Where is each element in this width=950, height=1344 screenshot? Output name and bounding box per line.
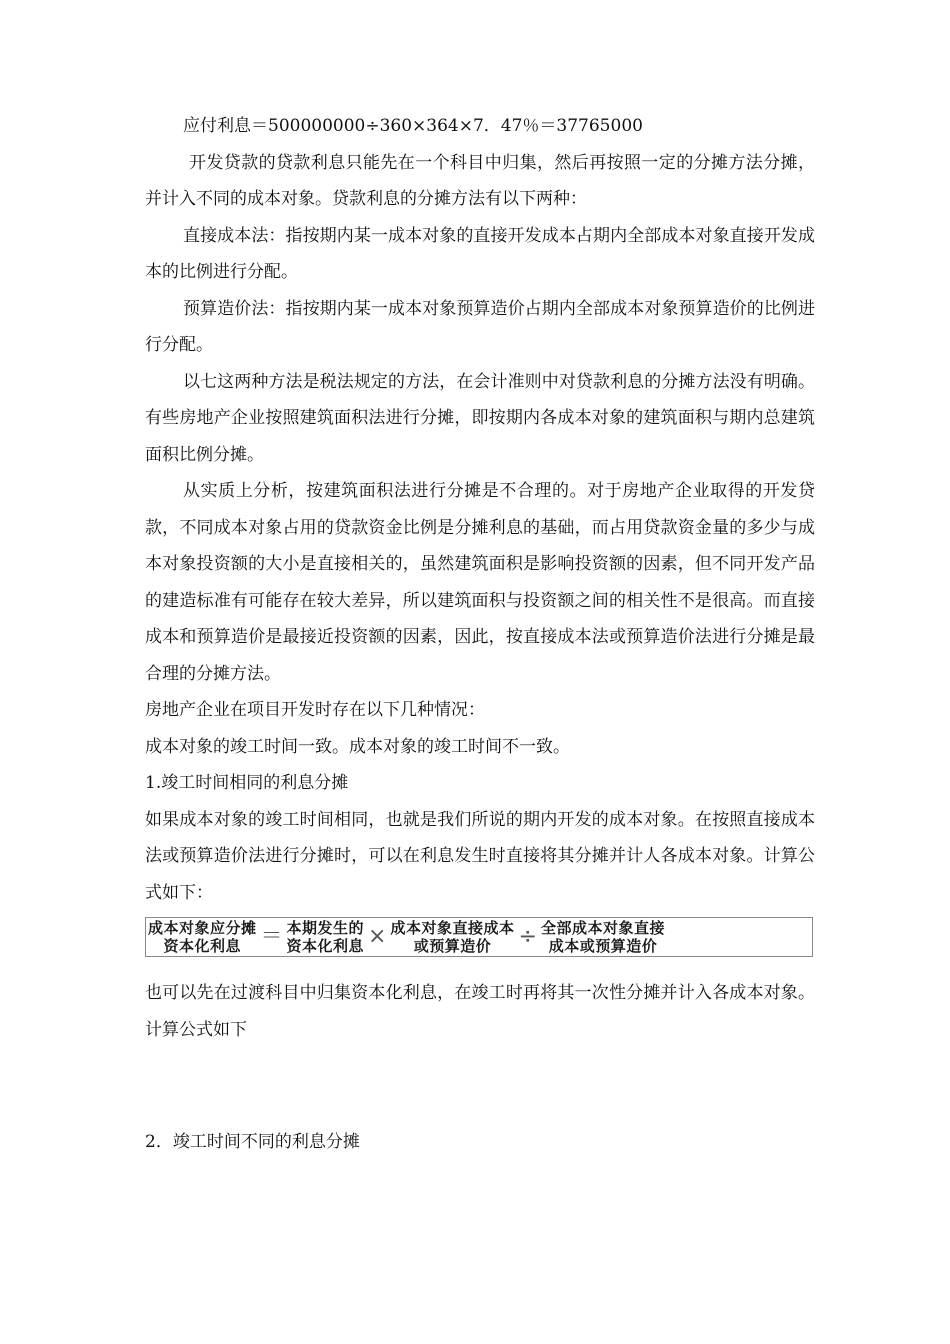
formula-equals: ＝ bbox=[260, 924, 283, 949]
paragraph-budget-cost-method: 预算造价法：指按期内某一成本对象预算造价占期内全部成本对象预算造价的比例进行分配。 bbox=[145, 298, 815, 355]
formula-lhs bbox=[148, 919, 257, 955]
paragraphs-top bbox=[145, 108, 815, 911]
formula-term-2 bbox=[390, 919, 514, 955]
formula-lhs-bottom: 资本化利息 bbox=[163, 937, 242, 955]
section-heading-1: 1.竣工时间相同的利息分摊 bbox=[145, 773, 349, 793]
formula-term-3-bottom: 成本或预算造价 bbox=[548, 937, 658, 955]
spacer bbox=[145, 957, 815, 975]
formula-term-2-top: 成本对象直接成本 bbox=[390, 919, 515, 937]
document-page bbox=[145, 108, 815, 1161]
formula-term-3 bbox=[541, 919, 665, 955]
allocation-formula bbox=[145, 917, 813, 957]
paragraph-interest-calc: 应付利息＝500000000÷360×364×7．47％＝37765000 bbox=[183, 116, 643, 136]
paragraph-allocation-intro: 开发贷款的贷款利息只能先在一个科目中归集，然后再按照一定的分摊方法分摊，并计入不同的成本对象。贷款利息的分摊方法有以下两种： bbox=[145, 152, 815, 209]
paragraph-transition-desc: 也可以先在过渡科目中归集资本化利息，在竣工时再将其一次性分摊并计入各成本对象。计算公式如下 bbox=[145, 983, 815, 1040]
paragraph-same-time-desc: 如果成本对象的竣工时间相同，也就是我们所说的期内开发的成本对象。在按照直接成本法或预算造价法进行分摊时，可以在利息发生时直接将其分摊并计人各成本对象。计算公式如下： bbox=[145, 809, 815, 903]
formula-times: × bbox=[368, 924, 387, 949]
formula-divide: ÷ bbox=[518, 924, 537, 949]
paragraph-situations-intro: 房地产企业在项目开发时存在以下几种情况： bbox=[145, 700, 485, 720]
formula-term-2-bottom: 或预算造价 bbox=[413, 937, 492, 955]
formula-term-3-top: 全部成本对象直接 bbox=[540, 919, 665, 937]
formula-term-1 bbox=[287, 919, 365, 955]
paragraph-direct-cost-method: 直接成本法：指按期内某一成本对象的直接开发成本占期内全部成本对象直接开发成本的比例进行分配。 bbox=[145, 225, 815, 282]
formula-term-1-top: 本期发生的 bbox=[286, 919, 365, 937]
spacer-large bbox=[145, 1048, 815, 1124]
section-heading-2: 2．竣工时间不同的利息分摊 bbox=[145, 1132, 360, 1152]
formula-lhs-top: 成本对象应分摊 bbox=[148, 919, 257, 937]
paragraph-tax-law-note: 以七这两种方法是税法规定的方法，在会计准则中对贷款利息的分摊方法没有明确。有些房地产企业按照建筑面积法进行分摊，即按期内各成本对象的建筑面积与期内总建筑面积比例分摊。 bbox=[145, 371, 815, 465]
paragraph-analysis: 从实质上分析，按建筑面积法进行分摊是不合理的。对于房地产企业取得的开发贷款，不同成本对象占用的贷款资金比例是分摊利息的基础，而占用贷款资金量的多少与成本对象投资额的大小是直接相关的，虽然建筑面积是影响投资额的因素，但不同开发产品的建造标准有可能存在较大差异，所以建筑面积与投资额之间的相关性不是很高。而直接成本和预算造价是最接近投资额的因素，因此，按直接成本法或预算造价法进行分摊是最合理的分摊方法。 bbox=[145, 481, 815, 684]
paragraph-situations-list: 成本对象的竣工时间一致。成本对象的竣工时间不一致。 bbox=[145, 736, 570, 757]
formula-term-1-bottom: 资本化利息 bbox=[286, 937, 365, 955]
